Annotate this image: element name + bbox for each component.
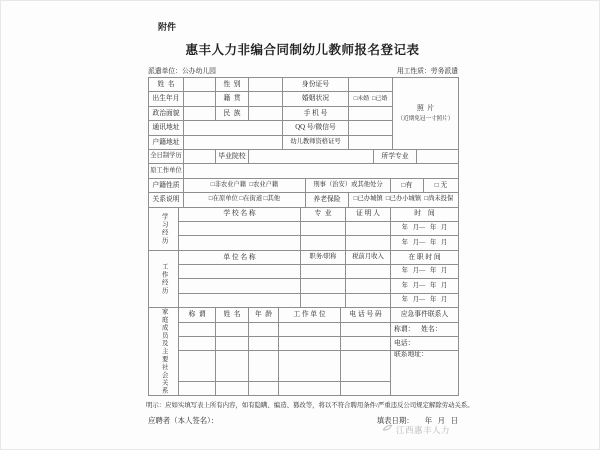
work-header-time: 在 职 时 间: [391, 250, 459, 264]
work-header-title: 职务/职称: [301, 250, 346, 264]
family-relation-cell: [179, 337, 216, 351]
brand-text: 江西惠丰人力: [396, 424, 451, 435]
family-phone-cell: [341, 351, 391, 381]
address-input-cell: [184, 121, 283, 135]
form-title: 惠丰人力非编合同制幼儿教师报名登记表: [185, 43, 420, 57]
label-gender: 性 别: [216, 78, 249, 92]
major-input-cell: [417, 149, 459, 163]
penalty-no-checkbox: □ 无: [424, 178, 459, 192]
id-number-input-cell: [349, 78, 393, 92]
work-history-table: [148, 250, 459, 309]
family-age-cell: [249, 381, 279, 395]
label-mobile: 手 机 号: [283, 106, 349, 120]
work-unit-cell: [179, 293, 301, 307]
form-subheader: [148, 65, 458, 75]
family-age-cell: [249, 337, 279, 351]
label-hukou-type: 户籍性质: [149, 178, 184, 192]
label-birth: 出生年月: [149, 92, 184, 106]
family-name-cell: [216, 351, 249, 381]
hukou-type-table: [148, 178, 459, 193]
applicant-signature-label: 应聘者（本人签名）：: [148, 416, 219, 426]
basic-info-table: [148, 77, 459, 150]
family-header-name: 姓 名: [216, 308, 249, 322]
study-header-time: 时 间: [391, 207, 459, 221]
label-name: 姓 名: [149, 78, 184, 92]
work-title-cell: [301, 265, 346, 279]
family-phone-cell: [341, 381, 391, 395]
label-relation: 关系说明: [149, 193, 184, 207]
label-political: 政治面貌: [149, 106, 184, 120]
relation-pension-table: [148, 192, 459, 207]
photo-box: [393, 78, 459, 150]
prev-employer-table: [148, 163, 459, 178]
gender-input-cell: [249, 78, 283, 92]
work-time-cell: 年 月— 年 月: [391, 279, 459, 293]
label-teacher-cert: 幼儿教师资格证号: [283, 135, 349, 149]
family-header-emergency: 应急事件联系人: [391, 308, 459, 322]
family-name-cell: [216, 322, 249, 336]
prev-employer-input-cell: [184, 164, 459, 178]
study-school-cell: [179, 236, 301, 250]
family-age-cell: [249, 351, 279, 381]
emergency-contact-line3: 联系地址：: [391, 351, 459, 396]
education-row-table: [148, 149, 459, 164]
native-place-input-cell: [249, 92, 283, 106]
education-input-cell: [184, 149, 216, 163]
family-name-cell: [216, 381, 249, 395]
family-age-cell: [249, 322, 279, 336]
mobile-input-cell: [349, 106, 393, 120]
study-major-cell: [301, 221, 346, 235]
label-penalty: 刑事（治安）或其他处分: [306, 178, 391, 192]
work-unit-cell: [179, 265, 301, 279]
work-title-cell: [301, 279, 346, 293]
label-prev-employer: 原工作单位: [149, 164, 184, 178]
family-relation-cell: [179, 381, 216, 395]
study-school-cell: [179, 221, 301, 235]
college-input-cell: [249, 149, 374, 163]
fill-date-label: 填表日期： 年 月 日: [376, 416, 458, 426]
label-address: 通讯地址: [149, 121, 184, 135]
study-header-reference: 证 明 人: [346, 207, 391, 221]
study-history-table: [148, 207, 459, 251]
family-relation-cell: [179, 322, 216, 336]
hukou-type-checkboxes: □非农业户籍 □农业户籍: [184, 178, 306, 192]
label-ethnicity: 民 族: [216, 106, 249, 120]
work-header-income: 税前月收入: [346, 250, 391, 264]
name-input-cell: [184, 78, 216, 92]
study-reference-cell: [346, 236, 391, 250]
hukou-address-input-cell: [184, 135, 283, 149]
label-fulltime-education: 全日制学历: [149, 149, 184, 163]
work-income-cell: [346, 293, 391, 307]
emergency-contact-line2: 电话：: [391, 337, 459, 351]
dispatch-unit-label: 派遣单位：公办幼儿园: [148, 68, 216, 75]
study-reference-cell: [346, 221, 391, 235]
watermark-logo: [382, 423, 450, 436]
study-time-cell: 年 月— 年 月: [391, 236, 459, 250]
family-phone-cell: [341, 322, 391, 336]
work-unit-cell: [179, 279, 301, 293]
family-phone-cell: [341, 337, 391, 351]
attachment-label: 附件: [158, 22, 177, 32]
label-marital-status: 婚姻状况: [283, 92, 349, 106]
work-income-cell: [346, 279, 391, 293]
label-major: 所学专业: [374, 149, 417, 163]
family-header-phone: 电 话 号 码: [341, 308, 391, 322]
work-income-cell: [346, 265, 391, 279]
pension-checkboxes: □已办城镇 □已办小城镇 □尚未投保: [349, 193, 459, 207]
marital-checkboxes: □未婚 □已婚: [349, 92, 393, 106]
family-header-relation: 称 谓: [179, 308, 216, 322]
form-document: [130, 10, 475, 426]
family-table: [148, 307, 459, 396]
study-header-major: 专 业: [301, 207, 346, 221]
qq-wechat-input-cell: [349, 121, 393, 135]
family-section-label: 家庭成员及主要社会关系: [149, 308, 179, 396]
political-input-cell: [184, 106, 216, 120]
emergency-contact-line1: 称谓： 姓名：: [391, 322, 459, 336]
work-title-cell: [301, 293, 346, 307]
work-time-cell: 年 月— 年 月: [391, 293, 459, 307]
family-unit-cell: [279, 322, 341, 336]
photo-label: 照 片: [417, 105, 434, 113]
form-note: 明示：应如实填写表上所有内容，如有隐瞒、编造、篡改等，将以不符合聘用条件/严重违反公司规定解除劳动关系。: [146, 402, 474, 410]
study-header-school: 学 校 名 称: [179, 207, 301, 221]
birth-input-cell: [184, 92, 216, 106]
family-name-cell: [216, 337, 249, 351]
label-hukou-address: 户籍地址: [149, 135, 184, 149]
family-unit-cell: [279, 381, 341, 395]
family-unit-cell: [279, 337, 341, 351]
family-header-unit: 工 作 单 位: [279, 308, 341, 322]
study-time-cell: 年 月— 年 月: [391, 221, 459, 235]
family-header-age: 年 龄: [249, 308, 279, 322]
employment-nature-label: 用工性质：劳务派遣: [396, 68, 458, 75]
work-time-cell: 年 月— 年 月: [391, 265, 459, 279]
label-id-number: 身份证号: [283, 78, 349, 92]
work-header-unit: 单 位 名 称: [179, 250, 301, 264]
photo-note: （近期免冠一寸照片）: [397, 115, 454, 122]
penalty-yes-checkbox: □有: [391, 178, 424, 192]
relation-checkboxes: □在原单位 □在街道 □其他: [184, 193, 306, 207]
label-pension: 养老保险: [306, 193, 349, 207]
study-major-cell: [301, 236, 346, 250]
family-unit-cell: [279, 351, 341, 381]
label-college: 毕业院校: [216, 149, 249, 163]
label-native-place: 籍 贯: [216, 92, 249, 106]
teacher-cert-input-cell: [349, 135, 393, 149]
ethnicity-input-cell: [249, 106, 283, 120]
study-history-section-label: 学习经历: [149, 207, 179, 250]
work-history-section-label: 工作经历: [149, 250, 179, 308]
brand-icon: [382, 423, 393, 436]
family-relation-cell: [179, 351, 216, 381]
label-qq-wechat: QQ 号/微信号: [283, 121, 349, 135]
